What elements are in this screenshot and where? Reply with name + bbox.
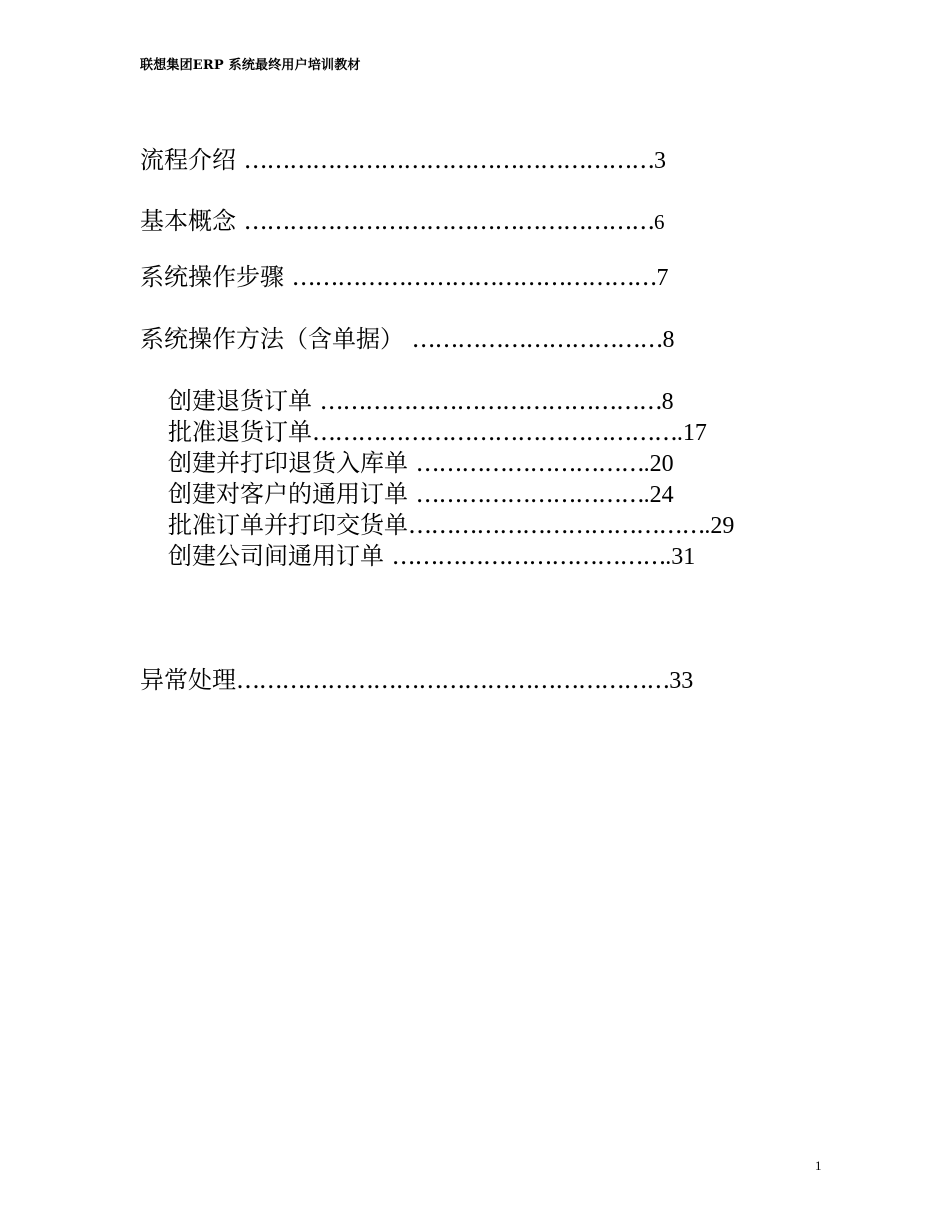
toc-entry[interactable]: [140, 265, 668, 290]
toc-subentry[interactable]: [168, 451, 674, 476]
toc-page-number: 3: [654, 148, 667, 174]
toc-leader-dots: …………………………………: [408, 511, 705, 539]
toc-entry-title: 批准订单并打印交货单: [168, 511, 408, 539]
toc-entry-title: 创建退货订单: [168, 387, 320, 415]
toc-entry-title: 系统操作方法（含单据）: [140, 325, 412, 353]
toc-subentry[interactable]: [168, 544, 695, 569]
toc-leader-dots: …………………………………………: [312, 418, 677, 446]
toc-leader-dots: …………………………………………………: [236, 666, 670, 694]
toc-leader-dots: ………………………………: [391, 542, 666, 570]
toc-page-number: 8: [661, 389, 674, 415]
toc-entry-title: 创建对客户的通用订单: [168, 480, 416, 508]
toc-entry-title: 基本概念: [140, 207, 244, 235]
page-number: 1: [815, 1158, 822, 1173]
toc-leader-dots: ……………………………: [411, 325, 663, 353]
toc-page-number: 33: [669, 668, 694, 694]
toc-subentry[interactable]: [168, 420, 707, 445]
toc-entry[interactable]: [140, 209, 665, 233]
toc-page-number: .20: [643, 451, 674, 477]
toc-entry-title: 系统操作步骤: [140, 263, 292, 291]
toc-subentry[interactable]: [168, 513, 734, 538]
toc-entry[interactable]: [140, 148, 666, 173]
toc-page-number: .29: [704, 513, 735, 539]
toc-entry-title: 异常处理: [140, 666, 236, 694]
toc-page-number: 6: [654, 210, 665, 234]
toc-leader-dots: …………………………: [415, 449, 644, 477]
toc-page-number: .31: [665, 544, 696, 570]
toc-page-number: 8: [662, 327, 675, 353]
document-header: 联想集团ERP 系统最终用户培训教材: [140, 58, 361, 73]
toc-leader-dots: …………………………: [415, 480, 644, 508]
toc-leader-dots: ………………………………………: [319, 387, 662, 415]
toc-entry[interactable]: [140, 327, 674, 352]
toc-leader-dots: ………………………………………………: [243, 207, 655, 235]
toc-entry-title: 创建公司间通用订单: [168, 542, 392, 570]
toc-subentry[interactable]: [168, 482, 674, 507]
toc-entry-title: 流程介绍: [140, 146, 244, 174]
toc-leader-dots: …………………………………………: [291, 263, 657, 291]
toc-entry[interactable]: [140, 668, 693, 693]
toc-entry-title: 创建并打印退货入库单: [168, 449, 416, 477]
toc-page-number: 7: [656, 265, 669, 291]
toc-page-number: .24: [643, 482, 674, 508]
toc-page-number: .17: [676, 420, 707, 446]
toc-leader-dots: ………………………………………………: [243, 146, 655, 174]
toc-subentry[interactable]: [168, 389, 674, 414]
toc-entry-title: 批准退货订单: [168, 418, 312, 446]
